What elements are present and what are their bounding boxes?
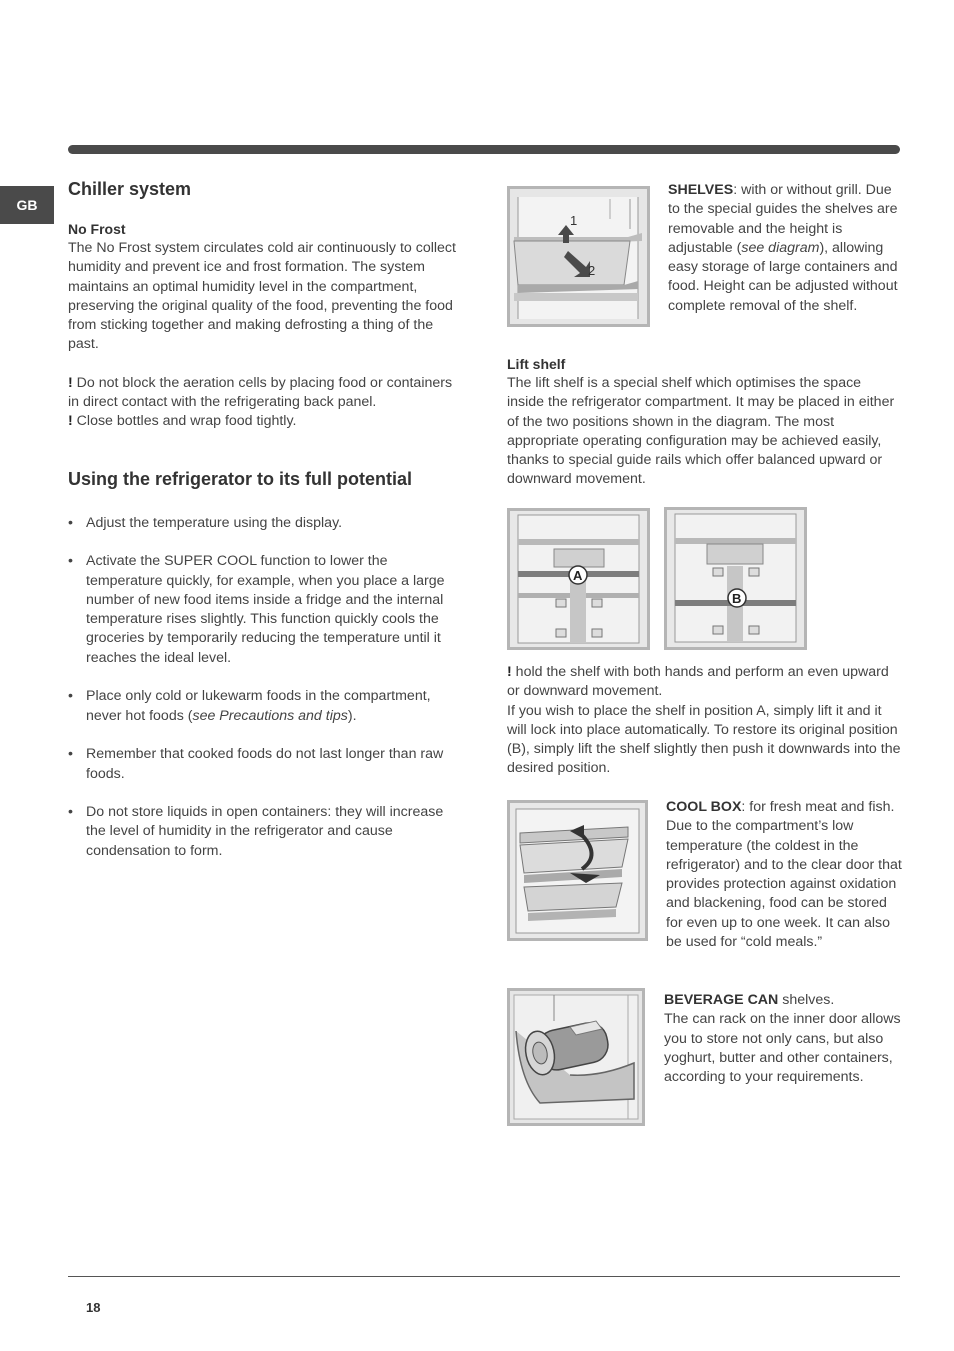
- beverage-description: [664, 991, 902, 1087]
- lift-shelf-warning-text: hold the shelf with both hands and perform an even upward or downward movement.: [507, 664, 889, 700]
- list-item: • Do not store liquids in open containers: they will increase the level of humidity in the refrigerator and cause condensation to form.: [68, 803, 460, 861]
- warning-mark: !: [68, 374, 73, 391]
- cool-box-description: [666, 798, 902, 952]
- warning-mark: !: [507, 664, 512, 680]
- position-a-label: A: [573, 568, 583, 583]
- shelf-step-2: 2: [588, 263, 596, 278]
- list-item: • Adjust the temperature using the display.: [68, 514, 460, 533]
- lift-shelf-instructions: [507, 663, 902, 779]
- lift-shelf-diagram-b: [664, 507, 807, 650]
- shelves-label: SHELVES: [668, 182, 734, 198]
- shelves-text: : with or without grill. Due to the special guides the shelves are removable and the height is adjustable (: [668, 182, 898, 256]
- header-rule: [68, 145, 900, 154]
- page-number: 18: [86, 1300, 101, 1315]
- warning-bottles: [68, 412, 460, 431]
- list-item: [68, 687, 460, 726]
- beverage-label: BEVERAGE CAN: [664, 992, 779, 1008]
- language-tab-label: GB: [16, 197, 38, 213]
- bullet-text: ).: [347, 707, 357, 724]
- warning-mark: !: [68, 413, 73, 430]
- no-frost-title: No Frost: [68, 221, 126, 237]
- bullet-text: Place only cold or lukewarm foods in the compartment, never hot foods (: [86, 688, 431, 724]
- shelves-text-end: ), allowing easy storage of large containers and food. Height can be adjusted without complete removal of the shelf.: [668, 239, 898, 314]
- lift-shelf-text-2: If you wish to place the shelf in position A, simply lift it and it will lock into place automatically. To restore its original position (B), simply lift the shelf slightly then push it downwards into the desired position.: [507, 702, 901, 777]
- beverage-label-suffix: shelves.: [778, 992, 835, 1008]
- shelves-description: [668, 181, 903, 316]
- warning-aeration-text: Do not block the aeration cells by placing food or containers in direct contact with the refrigerating back panel.: [68, 374, 453, 411]
- left-column: [68, 176, 460, 880]
- no-frost-text: The No Frost system circulates cold air continuously to collect humidity and prevent ice and frost formation. The system maintains an optimal humidity level in the compartment, preserving the original quality of the food, preventing the food from sticking together and making defrosting a thing of the past.: [68, 240, 456, 353]
- warning-bottles-text: Close bottles and wrap food tightly.: [72, 413, 297, 430]
- potential-title: Using the refrigerator to its full potential: [68, 468, 413, 489]
- list-item: • Activate the SUPER COOL function to lower the temperature quickly, for example, when you place a large number of new food items inside a fridge and the internal temperature rises slightly. This function quickly cools the groceries by temporarily reducing the temperature until it reaches the ideal level.: [68, 552, 460, 668]
- beverage-text: The can rack on the inner door allows you to store not only cans, but also yoghurt, butter and other containers, according to your requirements.: [664, 1011, 901, 1086]
- shelves-diagram: [507, 186, 650, 327]
- cool-box-diagram: [507, 800, 648, 941]
- diagram-reference: see diagram: [741, 239, 820, 256]
- lift-shelf-text: The lift shelf is a special shelf which optimises the space inside the refrigerator compartment. It may be placed in either of the two positions shown in the diagram. The most appropriate operating configuration may be achieved easily, thanks to special guide rails which offer balanced upward or downward movement.: [507, 375, 895, 488]
- lift-shelf-diagram-a: [507, 508, 650, 650]
- language-tab: [0, 186, 54, 224]
- shelf-step-1: 1: [570, 213, 578, 228]
- beverage-can-diagram: [507, 988, 645, 1126]
- footer-rule: [68, 1276, 900, 1277]
- cool-box-text: : for fresh meat and fish. Due to the compartment’s low temperature (the coldest in the refrigerator) and to the clear door that provides protection against oxidation and blackening, food can be stored for even up to one week. It can also be used for “cold meals.”: [666, 799, 902, 951]
- lift-shelf-title: Lift shelf: [507, 356, 566, 372]
- cool-box-label: COOL BOX: [666, 799, 742, 815]
- precautions-reference: see Precautions and tips: [192, 707, 348, 724]
- lift-shelf-section: [507, 355, 902, 490]
- chiller-title: Chiller system: [68, 179, 192, 199]
- tips-list: [68, 514, 460, 861]
- warning-aeration: [68, 374, 460, 413]
- position-b-label: B: [732, 591, 742, 606]
- list-item: • Remember that cooked foods do not last longer than raw foods.: [68, 745, 460, 784]
- lift-shelf-warning: [507, 663, 902, 702]
